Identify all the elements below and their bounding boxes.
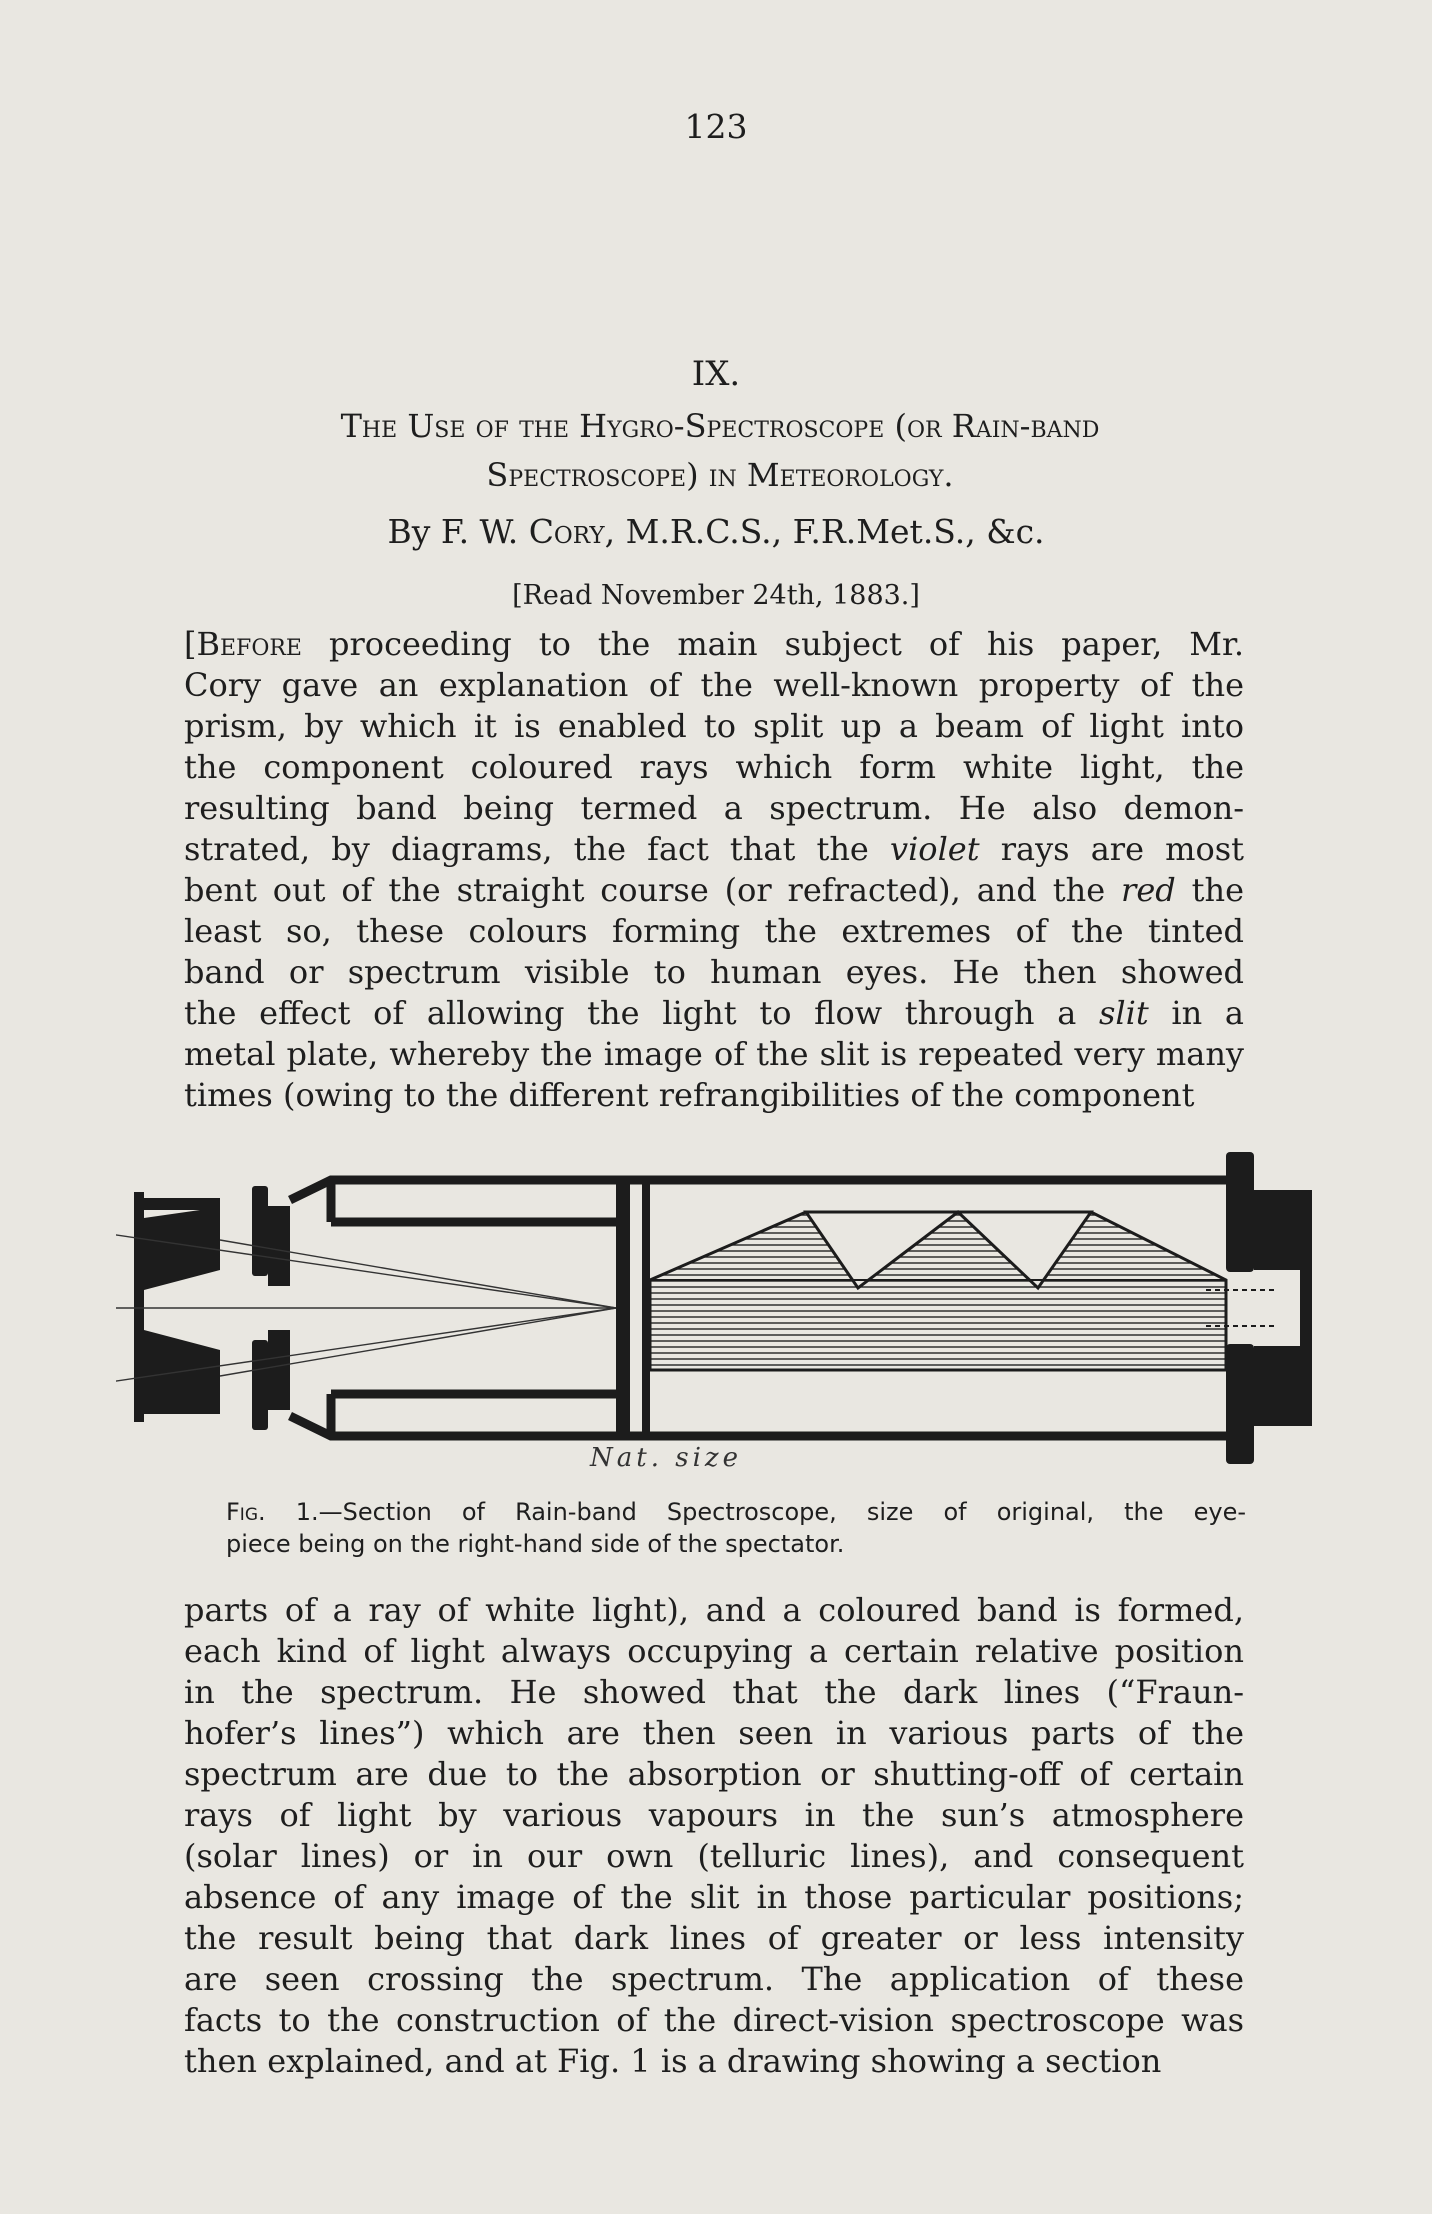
chapter-number: IX.: [691, 354, 741, 394]
text-line: in the spectrum. He showed that the dark lines (“Fraun-: [184, 1673, 1244, 1711]
caption-line-1: Fig. 1.—Section of Rain-band Spectroscope, size of original, the eye-: [226, 1498, 1246, 1526]
text-line: facts to the construction of the direct-vision spectroscope was: [184, 2001, 1244, 2039]
text-line: strated, by diagrams, the fact that the violet rays are most: [184, 830, 1245, 868]
text-line: each kind of light always occupying a certain relative position: [184, 1632, 1244, 1670]
text-line: rays of light by various vapours in the sun’s atmosphere: [184, 1796, 1244, 1834]
figure-caption: [226, 1496, 1246, 1560]
article-title: [190, 402, 1250, 500]
text-line: bent out of the straight course (or refracted), and the red the: [184, 871, 1245, 909]
text-line: band or spectrum visible to human eyes. He then showed: [184, 953, 1244, 991]
read-date: [Read November 24th, 1883.]: [512, 580, 920, 611]
page-number: 123: [684, 107, 748, 146]
text-line: times (owing to the different refrangibilities of the component: [184, 1076, 1195, 1114]
text-line: prism, by which it is enabled to split up a beam of light into: [184, 707, 1244, 745]
author-byline: [0, 512, 1432, 551]
article-title-line-2: Spectroscope) in Meteorology.: [486, 456, 954, 494]
author-name: Cory: [528, 512, 605, 551]
text-line: (solar lines) or in our own (telluric lines), and consequent: [184, 1837, 1244, 1875]
text-line: then explained, and at Fig. 1 is a drawing showing a section: [184, 2042, 1162, 2080]
text-line: resulting band being termed a spectrum. He also demon-: [184, 789, 1244, 827]
body-paragraph-2: [184, 1590, 1244, 2082]
text-line: Cory gave an explanation of the well-known property of the: [184, 666, 1244, 704]
text-line: hofer’s lines”) which are then seen in various parts of the: [184, 1714, 1244, 1752]
spectroscope-section-figure: [116, 1140, 1316, 1470]
author-credentials: , M.R.C.S., F.R.Met.S., &c.: [604, 512, 1045, 551]
byline-prefix: By F. W.: [387, 512, 529, 551]
text-line: metal plate, whereby the image of the slit is repeated very many: [184, 1035, 1244, 1073]
figure-label: Fig. 1.: [226, 1498, 319, 1526]
text-line: are seen crossing the spectrum. The application of these: [184, 1960, 1244, 1998]
text-line: the component coloured rays which form white light, the: [184, 748, 1244, 786]
text-line: spectrum are due to the absorption or shutting-off of certain: [184, 1755, 1244, 1793]
prism-train: [650, 1212, 1226, 1370]
handwritten-note: Nat. size: [590, 1443, 742, 1473]
text-line: the effect of allowing the light to flow through a slit in a: [184, 994, 1245, 1032]
text-line: [Before proceeding to the main subject of his paper, Mr.: [184, 625, 1244, 663]
article-title-line-1: The Use of the Hygro-Spectroscope (or Rain-band: [340, 407, 1100, 445]
text-line: absence of any image of the slit in those particular positions;: [184, 1878, 1244, 1916]
body-paragraph-1: [184, 624, 1244, 1116]
text-line: parts of a ray of white light), and a coloured band is formed,: [184, 1591, 1244, 1629]
text-line: the result being that dark lines of greater or less intensity: [184, 1919, 1244, 1957]
text-line: least so, these colours forming the extremes of the tinted: [184, 912, 1244, 950]
caption-line-2: piece being on the right-hand side of the spectator.: [226, 1530, 845, 1558]
